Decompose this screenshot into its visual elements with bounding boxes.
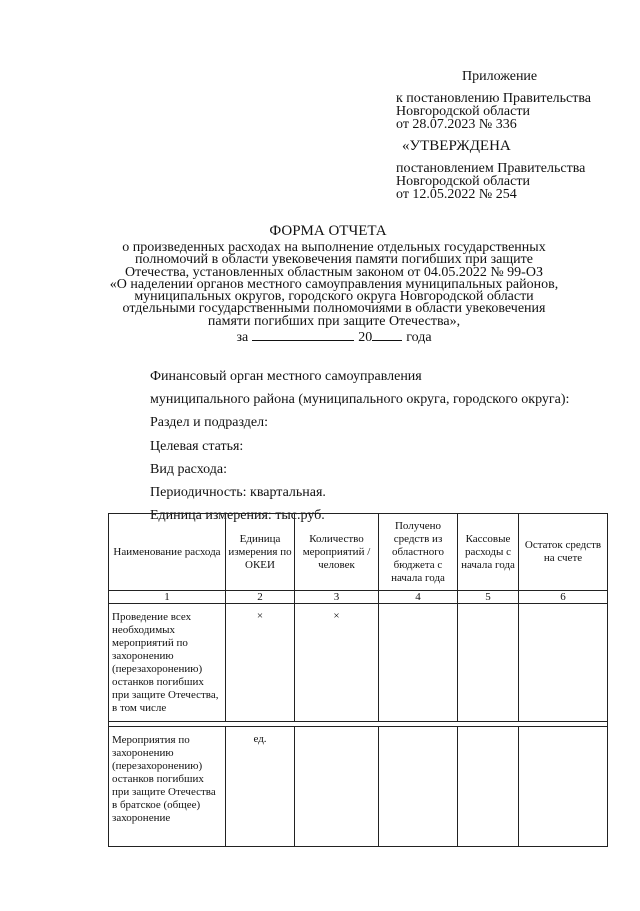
unit-cell: ед. xyxy=(226,727,295,847)
info-line: Финансовый орган местного самоуправления xyxy=(150,369,422,384)
appendix-title: Приложение xyxy=(462,69,538,84)
info-line: Единица измерения: тыс.руб. xyxy=(150,508,325,524)
approval-block xyxy=(396,138,636,201)
table-row xyxy=(109,727,608,847)
header-count: Количество мероприятий / человек xyxy=(295,514,379,591)
report-info xyxy=(150,365,620,527)
table-header-row xyxy=(109,514,608,591)
form-description-line: отдельными государственными полномочиями в области увековечения xyxy=(122,301,546,317)
unit-cell: × xyxy=(226,604,295,722)
appendix-block xyxy=(396,69,636,131)
report-period xyxy=(106,330,562,344)
received-cell[interactable] xyxy=(379,727,458,847)
year-blank-field[interactable] xyxy=(372,330,402,341)
form-description xyxy=(106,242,562,344)
spent-cell[interactable] xyxy=(458,727,519,847)
period-blank-field[interactable] xyxy=(252,330,354,341)
appendix-line: к постановлению Правительства xyxy=(396,91,592,106)
column-number: 3 xyxy=(295,591,379,604)
period-year-prefix: 20 xyxy=(358,330,373,346)
count-cell: × xyxy=(295,604,379,722)
form-description-line: о произведенных расходах на выполнение отдельных государственных xyxy=(122,240,546,255)
approval-line: Новгородской области xyxy=(396,174,530,189)
appendix-line: от 28.07.2023 № 336 xyxy=(396,117,517,132)
count-cell[interactable] xyxy=(295,727,379,847)
column-number: 5 xyxy=(458,591,519,604)
period-prefix: за xyxy=(236,330,249,346)
approval-line: от 12.05.2022 № 254 xyxy=(396,187,517,202)
header-unit: Единица измерения по ОКЕИ xyxy=(226,514,295,591)
form-description-line: муниципальных округов, городского округа Новгородской области xyxy=(134,289,534,305)
info-line: Периодичность: квартальная. xyxy=(150,485,326,501)
form-description-line: полномочий в области увековечения памяти погибших при защите xyxy=(135,252,533,268)
form-description-line: «О наделении органов местного самоуправления муниципальных районов, xyxy=(109,276,559,292)
form-description-line: Отечества, установленных областным законом от 04.05.2022 № 99-ОЗ xyxy=(125,264,543,280)
header-received: Получено средств из областного бюджета с начала года xyxy=(379,514,458,591)
approval-title: «УТВЕРЖДЕНА xyxy=(402,138,511,154)
table-row xyxy=(109,604,608,722)
appendix-line: Новгородской области xyxy=(396,104,530,119)
balance-cell[interactable] xyxy=(519,727,608,847)
spent-cell[interactable] xyxy=(458,604,519,722)
header-spent: Кассовые расходы с начала года xyxy=(458,514,519,591)
approval-line: постановлением Правительства xyxy=(396,161,586,176)
header-balance: Остаток средств на счете xyxy=(519,514,608,591)
info-line: муниципального района (муниципального округа, городского округа): xyxy=(150,392,570,408)
expense-name-cell: Мероприятия по захоронению (перезахоронению) останков погибших при защите Отечества в братское (общее) захоронение xyxy=(109,727,226,847)
column-number: 4 xyxy=(379,591,458,604)
column-number: 2 xyxy=(226,591,295,604)
info-line: Раздел и подраздел: xyxy=(150,415,269,431)
info-line: Целевая статья: xyxy=(150,438,244,454)
column-number: 1 xyxy=(109,591,226,604)
form-title: ФОРМА ОТЧЕТА xyxy=(269,223,387,239)
header-expense-name: Наименование расхода xyxy=(109,514,226,591)
balance-cell[interactable] xyxy=(519,604,608,722)
report-table xyxy=(108,513,608,847)
received-cell[interactable] xyxy=(379,604,458,722)
form-description-line: памяти погибших при защите Отечества», xyxy=(207,313,461,329)
expense-name-cell: Проведение всех необходимых мероприятий по захоронению (перезахоронению) останков погибших при защите Отечества, в том числе xyxy=(109,604,226,722)
column-number-row xyxy=(109,591,608,604)
column-number: 6 xyxy=(519,591,608,604)
period-suffix: года xyxy=(406,330,432,346)
info-line: Вид расхода: xyxy=(150,461,227,477)
